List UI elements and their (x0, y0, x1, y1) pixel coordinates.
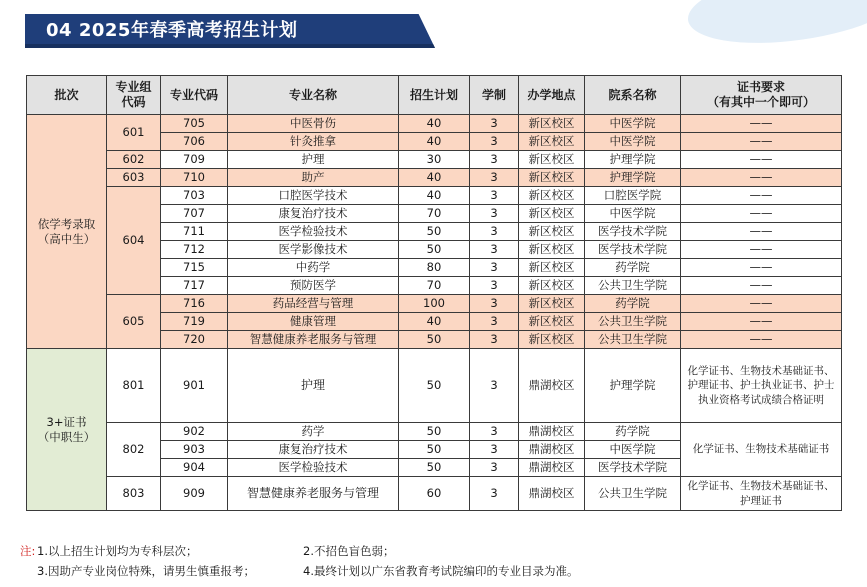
campus-cell: 新区校区 (519, 295, 585, 313)
header-campus: 办学地点 (519, 76, 585, 115)
major-code-cell: 719 (161, 313, 228, 331)
department-cell: 口腔医学院 (585, 187, 681, 205)
certificate-cell: —— (681, 187, 842, 205)
quota-cell: 50 (399, 349, 470, 423)
group-code-cell: 602 (107, 151, 161, 169)
quota-cell: 60 (399, 477, 470, 511)
major-code-cell: 720 (161, 331, 228, 349)
certificate-cell: —— (681, 277, 842, 295)
group-code-cell: 801 (107, 349, 161, 423)
quota-cell: 50 (399, 423, 470, 441)
certificate-cell: —— (681, 133, 842, 151)
quota-cell: 40 (399, 169, 470, 187)
major-name-cell: 中医骨伤 (228, 115, 399, 133)
major-name-cell: 药学 (228, 423, 399, 441)
campus-cell: 新区校区 (519, 169, 585, 187)
major-code-cell: 703 (161, 187, 228, 205)
duration-cell: 3 (470, 441, 519, 459)
campus-cell: 新区校区 (519, 313, 585, 331)
group-code-cell: 601 (107, 115, 161, 151)
major-code-cell: 707 (161, 205, 228, 223)
department-cell: 药学院 (585, 295, 681, 313)
duration-cell: 3 (470, 295, 519, 313)
department-cell: 公共卫生学院 (585, 331, 681, 349)
certificate-cell: —— (681, 151, 842, 169)
department-cell: 中医学院 (585, 441, 681, 459)
duration-cell: 3 (470, 115, 519, 133)
table-header-row (27, 76, 842, 115)
certificate-cell: —— (681, 223, 842, 241)
quota-cell: 50 (399, 459, 470, 477)
department-cell: 护理学院 (585, 151, 681, 169)
campus-cell: 新区校区 (519, 115, 585, 133)
table-row (27, 477, 842, 511)
campus-cell: 鼎湖校区 (519, 349, 585, 423)
table-row (27, 151, 842, 169)
header-major-code: 专业代码 (161, 76, 228, 115)
duration-cell: 3 (470, 349, 519, 423)
major-name-cell: 针灸推拿 (228, 133, 399, 151)
department-cell: 护理学院 (585, 349, 681, 423)
quota-cell: 100 (399, 295, 470, 313)
major-code-cell: 705 (161, 115, 228, 133)
quota-cell: 50 (399, 223, 470, 241)
department-cell: 公共卫生学院 (585, 277, 681, 295)
quota-cell: 30 (399, 151, 470, 169)
campus-cell: 鼎湖校区 (519, 423, 585, 441)
major-name-cell: 护理 (228, 349, 399, 423)
campus-cell: 鼎湖校区 (519, 477, 585, 511)
note-3: 3.因助产专业岗位特殊，请男生慎重报考； (37, 564, 255, 578)
certificate-cell: —— (681, 169, 842, 187)
department-cell: 医学技术学院 (585, 223, 681, 241)
campus-cell: 鼎湖校区 (519, 441, 585, 459)
department-cell: 中医学院 (585, 115, 681, 133)
header-group-code: 专业组 代码 (107, 76, 161, 115)
duration-cell: 3 (470, 187, 519, 205)
certificate-cell: —— (681, 115, 842, 133)
major-code-cell: 902 (161, 423, 228, 441)
quota-cell: 40 (399, 313, 470, 331)
group-code-cell: 803 (107, 477, 161, 511)
major-name-cell: 智慧健康养老服务与管理 (228, 331, 399, 349)
duration-cell: 3 (470, 151, 519, 169)
batch-cell: 3+证书 （中职生） (27, 349, 107, 511)
quota-cell: 50 (399, 441, 470, 459)
department-cell: 药学院 (585, 423, 681, 441)
department-cell: 中医学院 (585, 133, 681, 151)
department-cell: 公共卫生学院 (585, 313, 681, 331)
major-name-cell: 智慧健康养老服务与管理 (228, 477, 399, 511)
header-certificate: 证书要求 （有其中一个即可） (681, 76, 842, 115)
department-cell: 医学技术学院 (585, 241, 681, 259)
batch-cell: 依学考录取 （高中生） (27, 115, 107, 349)
duration-cell: 3 (470, 205, 519, 223)
campus-cell: 新区校区 (519, 277, 585, 295)
duration-cell: 3 (470, 259, 519, 277)
quota-cell: 40 (399, 133, 470, 151)
quota-cell: 80 (399, 259, 470, 277)
campus-cell: 新区校区 (519, 331, 585, 349)
major-name-cell: 康复治疗技术 (228, 441, 399, 459)
campus-cell: 新区校区 (519, 205, 585, 223)
quota-cell: 70 (399, 277, 470, 295)
campus-cell: 新区校区 (519, 223, 585, 241)
department-cell: 护理学院 (585, 169, 681, 187)
duration-cell: 3 (470, 169, 519, 187)
department-cell: 公共卫生学院 (585, 477, 681, 511)
notes-prefix: 注: (20, 544, 36, 558)
major-code-cell: 711 (161, 223, 228, 241)
major-name-cell: 医学影像技术 (228, 241, 399, 259)
table-row (27, 349, 842, 423)
major-code-cell: 717 (161, 277, 228, 295)
note-2: 2.不招色盲色弱； (303, 544, 395, 558)
header-batch: 批次 (27, 76, 107, 115)
duration-cell: 3 (470, 133, 519, 151)
certificate-cell: 化学证书、生物技术基础证书、护理证书、护士执业证书、护士执业资格考试成绩合格证明 (681, 349, 842, 423)
certificate-cell: —— (681, 331, 842, 349)
header-department: 院系名称 (585, 76, 681, 115)
major-code-cell: 712 (161, 241, 228, 259)
duration-cell: 3 (470, 459, 519, 477)
major-name-cell: 健康管理 (228, 313, 399, 331)
certificate-cell: —— (681, 295, 842, 313)
major-name-cell: 医学检验技术 (228, 459, 399, 477)
enrollment-plan-table (26, 75, 842, 511)
table-row (27, 169, 842, 187)
campus-cell: 新区校区 (519, 259, 585, 277)
duration-cell: 3 (470, 423, 519, 441)
major-name-cell: 康复治疗技术 (228, 205, 399, 223)
header-duration: 学制 (470, 76, 519, 115)
major-code-cell: 716 (161, 295, 228, 313)
department-cell: 中医学院 (585, 205, 681, 223)
header-major-name: 专业名称 (228, 76, 399, 115)
major-name-cell: 药品经营与管理 (228, 295, 399, 313)
header-quota: 招生计划 (399, 76, 470, 115)
campus-cell: 新区校区 (519, 241, 585, 259)
major-code-cell: 709 (161, 151, 228, 169)
duration-cell: 3 (470, 241, 519, 259)
department-cell: 医学技术学院 (585, 459, 681, 477)
quota-cell: 50 (399, 331, 470, 349)
duration-cell: 3 (470, 477, 519, 511)
footnotes (20, 541, 579, 581)
major-code-cell: 909 (161, 477, 228, 511)
major-code-cell: 901 (161, 349, 228, 423)
duration-cell: 3 (470, 223, 519, 241)
quota-cell: 50 (399, 241, 470, 259)
certificate-cell: —— (681, 205, 842, 223)
major-name-cell: 护理 (228, 151, 399, 169)
major-name-cell: 中药学 (228, 259, 399, 277)
certificate-cell: 化学证书、生物技术基础证书 (681, 423, 842, 477)
major-name-cell: 医学检验技术 (228, 223, 399, 241)
certificate-cell: —— (681, 313, 842, 331)
group-code-cell: 604 (107, 187, 161, 295)
department-cell: 药学院 (585, 259, 681, 277)
group2-body (27, 349, 842, 511)
major-name-cell: 口腔医学技术 (228, 187, 399, 205)
page-title: 04 2025年春季高考招生计划 (46, 20, 298, 41)
major-code-cell: 904 (161, 459, 228, 477)
campus-cell: 新区校区 (519, 151, 585, 169)
campus-cell: 新区校区 (519, 133, 585, 151)
group-code-cell: 605 (107, 295, 161, 349)
major-code-cell: 706 (161, 133, 228, 151)
table-row (27, 295, 842, 313)
certificate-cell: —— (681, 241, 842, 259)
note-1: 1.以上招生计划均为专科层次； (37, 544, 198, 558)
note-4: 4.最终计划以广东省教育考试院编印的专业目录为准。 (303, 564, 579, 578)
group-code-cell: 802 (107, 423, 161, 477)
table-row (27, 115, 842, 133)
major-code-cell: 903 (161, 441, 228, 459)
major-code-cell: 715 (161, 259, 228, 277)
group1-body (27, 115, 842, 349)
table-row (27, 187, 842, 205)
duration-cell: 3 (470, 277, 519, 295)
duration-cell: 3 (470, 331, 519, 349)
quota-cell: 40 (399, 187, 470, 205)
quota-cell: 40 (399, 115, 470, 133)
table-row (27, 423, 842, 441)
certificate-cell: 化学证书、生物技术基础证书、护理证书 (681, 477, 842, 511)
major-name-cell: 助产 (228, 169, 399, 187)
group-code-cell: 603 (107, 169, 161, 187)
campus-cell: 新区校区 (519, 187, 585, 205)
certificate-cell: —— (681, 259, 842, 277)
quota-cell: 70 (399, 205, 470, 223)
major-name-cell: 预防医学 (228, 277, 399, 295)
major-code-cell: 710 (161, 169, 228, 187)
duration-cell: 3 (470, 313, 519, 331)
campus-cell: 鼎湖校区 (519, 459, 585, 477)
decorative-swoosh (683, 0, 867, 55)
